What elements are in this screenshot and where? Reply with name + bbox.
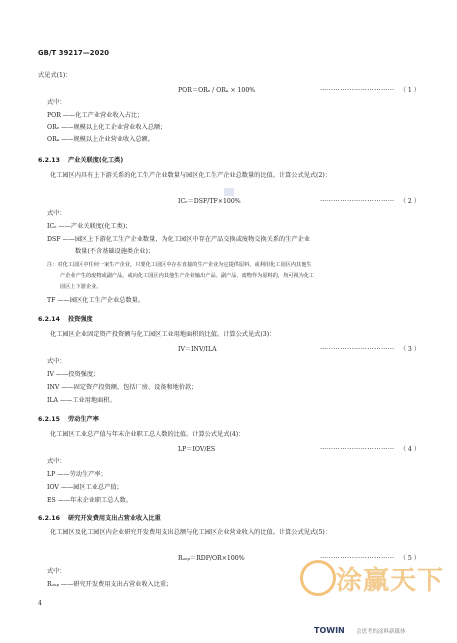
standard-number: GB/T 39217—2020	[38, 49, 110, 57]
where-label: 式中：	[47, 358, 66, 365]
definition: ORₐ ——规模以上企业营业收入总额。	[47, 136, 154, 143]
definition: DSF ——园区上下游化工生产企业数量，为化工园区中存在产品交换或废物交换关系的生产企业	[47, 236, 310, 243]
definition: TF ——园区化工生产企业总数量。	[47, 297, 145, 304]
section-title: 投资强度	[68, 316, 93, 323]
formula-1-expr: POR＝ORₑ / ORₐ × 100%	[178, 87, 256, 94]
watermark-text: 涂赢天下	[336, 566, 445, 596]
definition: LP ——劳动生产率；	[47, 471, 107, 478]
note-continued: 产企业产生的废物或副产品，或向化工园区内其他生产企业输出产品、副产品、废物作为原料的，均可视为化工	[60, 273, 315, 279]
paragraph: 化工园区内具有上下游关系的化工生产企业数量与园区化工生产企业总数量的比值。计算公式见式(2)：	[50, 172, 332, 179]
definition: IV ——投资强度；	[47, 371, 100, 378]
formula-4-number: （ 4 ）	[399, 446, 420, 453]
definition: ILA ——工业用地面积。	[47, 397, 116, 404]
formula-3	[90, 344, 420, 353]
note-continued: 园区上下游企业。	[60, 284, 102, 290]
formula-1	[90, 85, 420, 94]
section-number: 6.2.16	[38, 515, 60, 522]
formula-lead: 式见式(1)：	[38, 72, 72, 79]
section-title: 研究开发费用支出占营业收入比重	[68, 515, 161, 522]
formula-2-leader: ……………………………	[320, 196, 395, 203]
formula-4-leader: ……………………………	[320, 444, 395, 451]
formula-2	[90, 196, 420, 205]
formula-5-expr: Rₔₒₚ＝RDP/OR×100%	[178, 555, 245, 562]
note: 注：对化工园区中任何一家生产企业，只要化工园区中存在直接的生产企业为它提供原料，或利用化工园区内其他生	[47, 262, 312, 268]
definition: IOV ——园区工业总产值；	[47, 484, 123, 491]
paragraph: 化工园区及化工园区内企业研究开发费用支出总额与化工园区企业营业收入的比值。计算公式见式(5)：	[50, 529, 332, 536]
section-title: 产业关联度(化工类)	[68, 157, 124, 164]
where-label: 式中：	[47, 568, 66, 575]
section-number: 6.2.13	[38, 157, 60, 164]
section-heading-6-2-14	[38, 314, 93, 323]
section-title: 劳动生产率	[68, 416, 99, 423]
definition-continued: 数量(不含基础设施类企业)；	[75, 248, 155, 255]
section-number: 6.2.14	[38, 316, 60, 323]
formula-2-expr: ICₑ＝DSF/TF×100%	[178, 198, 241, 205]
definition: ORₑ ——规模以上化工企业营业收入总额；	[47, 124, 167, 131]
formula-5-leader: ……………………………	[320, 553, 395, 560]
formula-3-leader: ……………………………	[320, 344, 395, 351]
section-number: 6.2.15	[38, 416, 60, 423]
formula-3-expr: IV＝INV/ILA	[178, 346, 217, 353]
section-heading-6-2-13	[38, 155, 123, 164]
formula-3-number: （ 3 ）	[399, 346, 420, 353]
where-label: 式中：	[47, 99, 66, 106]
formula-4-expr: LP＝IOV/ES	[178, 446, 216, 453]
formula-1-number: （ 1 ）	[399, 87, 420, 94]
section-heading-6-2-15	[38, 414, 99, 423]
definition: ES ——年末企业职工总人数。	[47, 497, 132, 504]
center-watermark-mark	[224, 188, 234, 196]
definition: ICₑ ——产业关联度(化工类)；	[47, 223, 132, 230]
where-label: 式中：	[47, 210, 66, 217]
formula-1-leader: ……………………………	[320, 85, 395, 92]
definition: Rₔₒₚ ——研究开发费用支出占营业收入比重；	[47, 581, 173, 588]
formula-2-number: （ 2 ）	[399, 198, 420, 205]
paragraph: 化工园区企业固定资产投资额与化工园区工业用地面积的比值。计算公式见式(3)：	[50, 331, 276, 338]
definition: INV ——固定资产投资额，包括厂房、设备和地价款；	[47, 384, 198, 391]
page-number: 4	[38, 600, 42, 607]
watermark-logo-icon	[300, 560, 336, 596]
section-heading-6-2-16	[38, 513, 161, 522]
watermark-slogan: 会思考的涂料新媒体	[356, 629, 406, 635]
formula-4	[90, 444, 420, 453]
watermark-brand: TOWIN	[314, 626, 345, 635]
paragraph: 化工园区工业总产值与年末企业职工总人数的比值。计算公式见式(4)：	[50, 431, 245, 438]
definition: POR ——化工产业营业收入占比；	[47, 112, 144, 119]
formula-5-number: （ 5 ）	[399, 555, 420, 562]
where-label: 式中：	[47, 458, 66, 465]
